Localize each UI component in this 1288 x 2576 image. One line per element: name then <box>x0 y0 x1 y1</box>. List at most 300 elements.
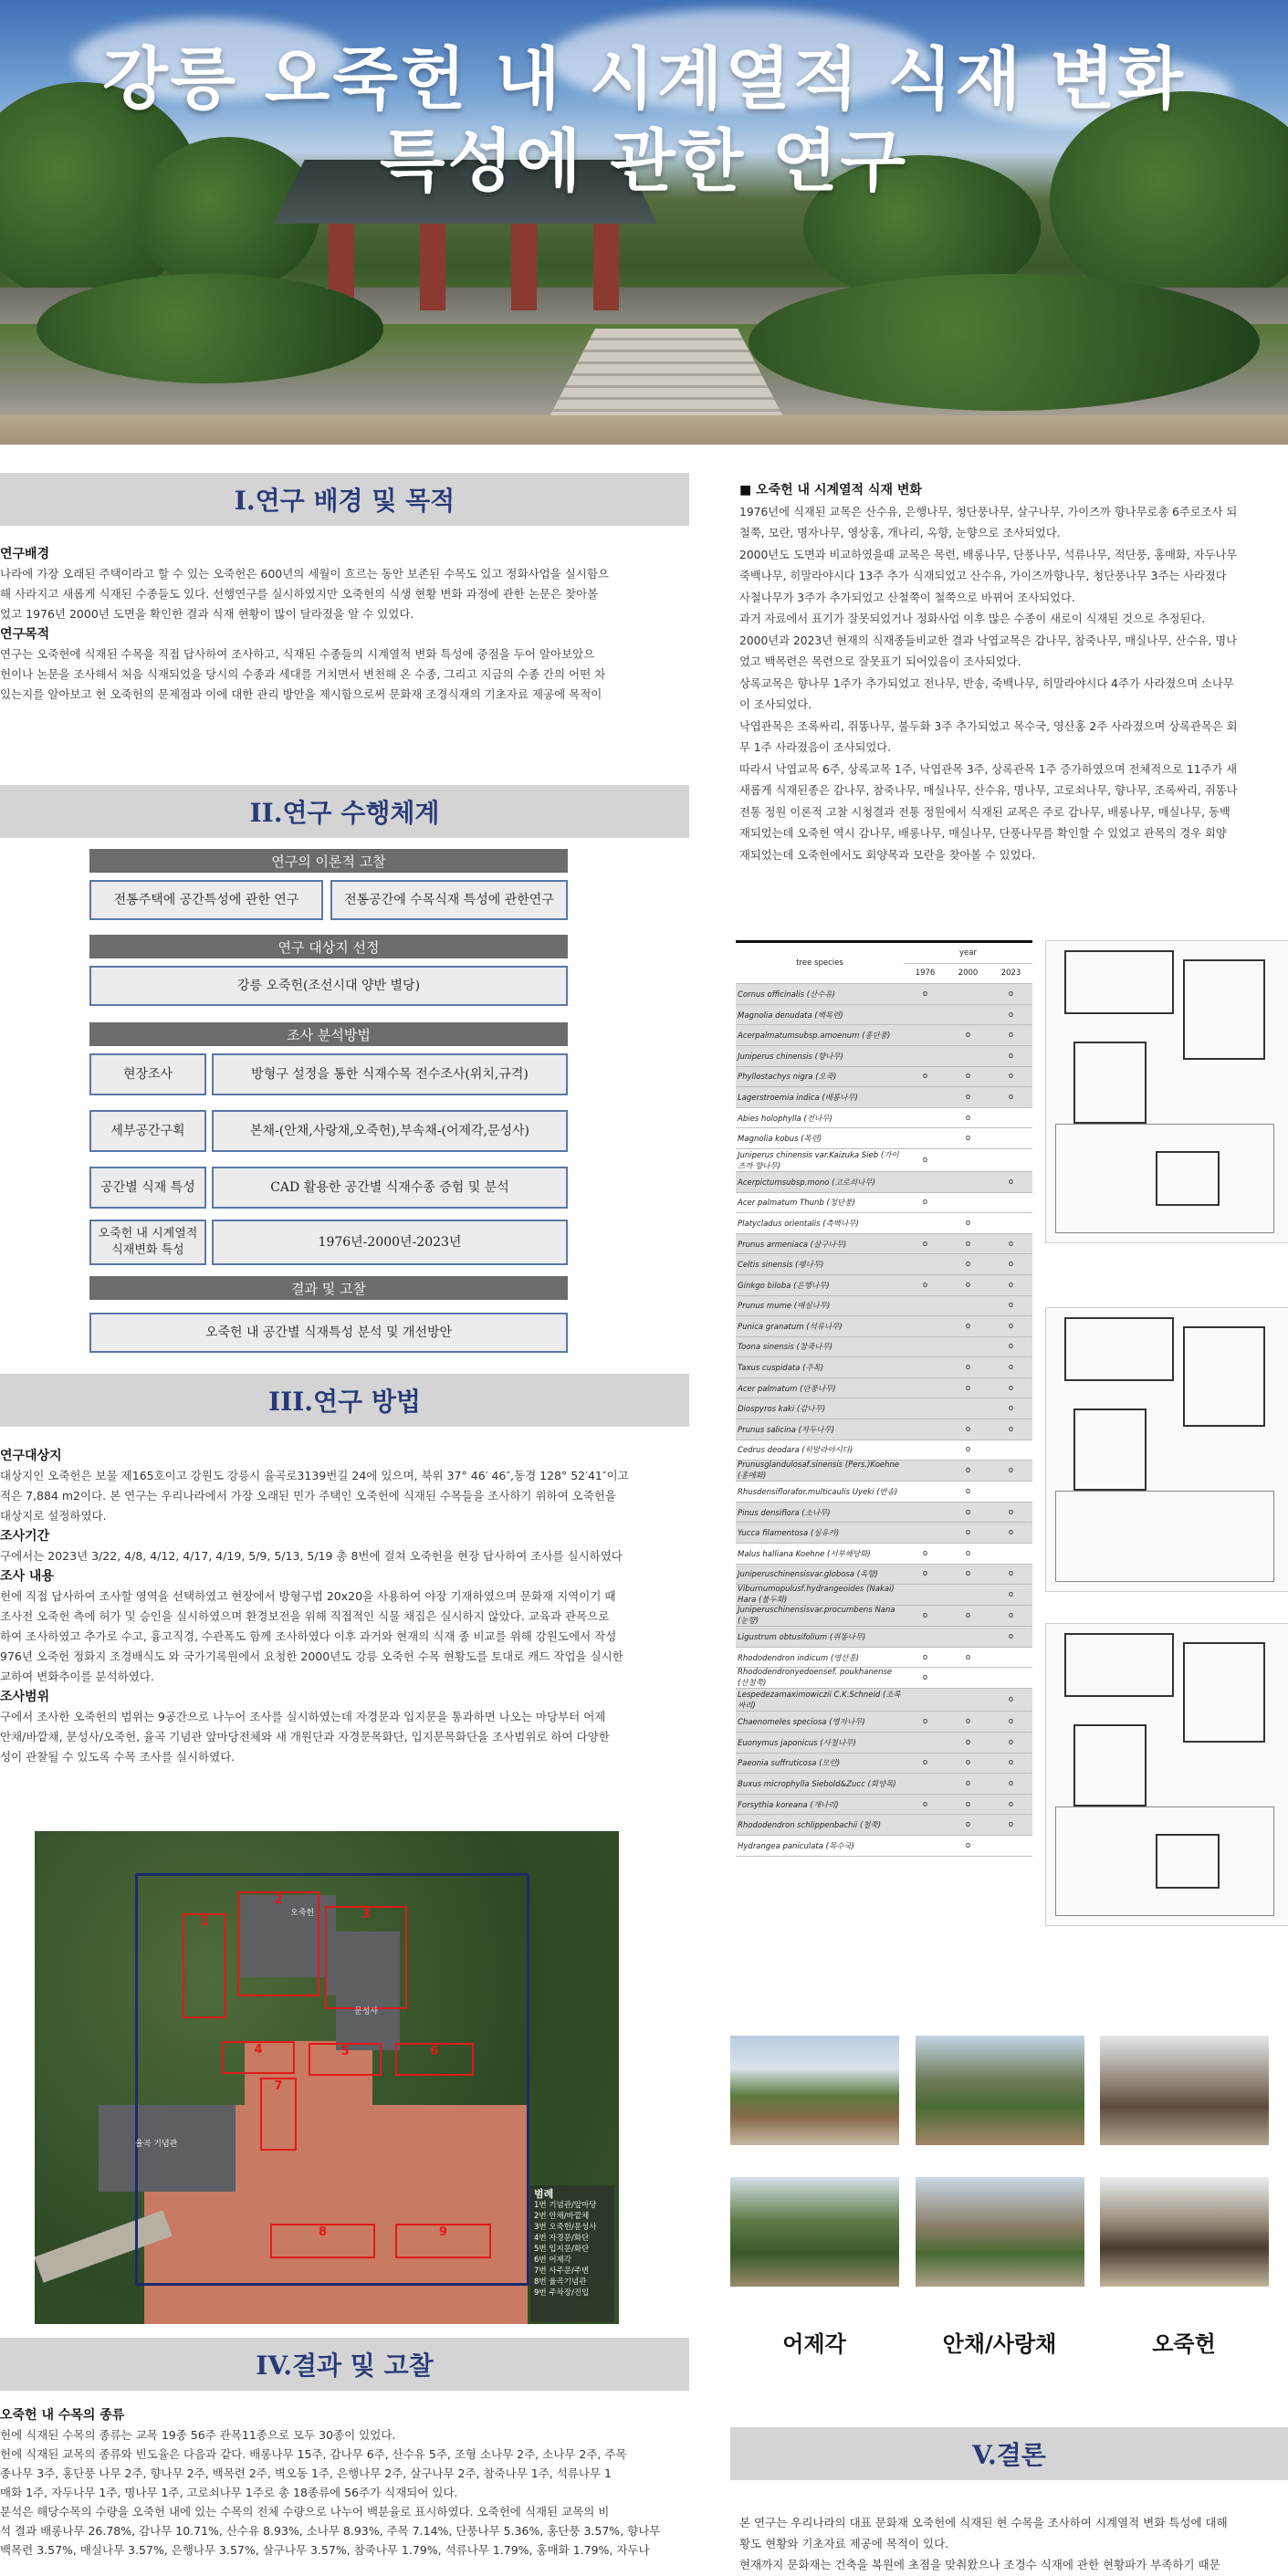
flow-box-method-detail: 1976년-2000년-2023년 <box>212 1220 568 1265</box>
shrub <box>749 274 1260 411</box>
presence-mark: o <box>947 1128 990 1149</box>
presence-mark <box>904 1357 947 1378</box>
species-name: Prunus salicina (자두나무) <box>736 1419 904 1440</box>
table-year-header: 2000 <box>947 963 990 984</box>
ground <box>0 415 1288 445</box>
presence-mark: o <box>990 1419 1032 1440</box>
species-name: Celtis sinensis (팽나무) <box>736 1254 904 1275</box>
legend-item: 2번 안채/바깥채 <box>534 2212 590 2221</box>
presence-mark <box>904 1377 947 1398</box>
presence-mark <box>947 1148 990 1171</box>
table-row <box>736 1794 1032 1815</box>
text-line: 해 사라지고 새롭게 식재된 수종들도 있다. 선행연구를 실시하였지만 오죽헌의 식생 현황 변화 과정에 관한 논문은 찾아볼 <box>0 587 599 601</box>
photo-anchae-2 <box>916 2177 1084 2287</box>
text-line: 재되었는데 오죽헌 역시 감나무, 배롱나무, 매실나무, 단풍나무를 확인할 수 있었고 관목의 경우 회양 <box>739 827 1227 840</box>
presence-mark: o <box>990 1627 1032 1648</box>
table-row <box>736 1544 1032 1565</box>
table-row <box>736 1336 1032 1357</box>
presence-mark: o <box>947 1316 990 1337</box>
presence-mark: o <box>990 1564 1032 1585</box>
species-name: Juniperus chinensis var.Kaizuka Sieb (가이즈까 향나무) <box>736 1148 904 1171</box>
species-name: Acer palmatum Thunb (청단풍) <box>736 1192 904 1213</box>
species-name: Buxus microphylla Siebold&Zucc (회양목) <box>736 1774 904 1795</box>
presence-mark <box>947 1192 990 1213</box>
text-line: 종나무 3주, 홍단풍 나무 2주, 향나무 2주, 백목련 2주, 벽오동 1주, 은행나무 2주, 살구나무 2주, 참죽나무 1주, 석류나무 1 <box>0 2466 612 2480</box>
section-heading-conclusion: V.결론 <box>730 2427 1288 2480</box>
text-line: 조사전 오죽헌 측에 허가 및 승인을 실시하였으며 환경보전을 위해 직접적인 식물 채집은 실시하지 않았다. 교육과 관목으로 <box>0 1609 610 1623</box>
poster-title-line1: 강릉 오죽헌 내 시계열적 식재 변화 <box>102 40 1186 119</box>
presence-mark: o <box>990 1377 1032 1398</box>
presence-mark: o <box>904 1606 947 1627</box>
species-name: Acer palmatum (단풍나무) <box>736 1377 904 1398</box>
presence-mark: o <box>990 1254 1032 1275</box>
text-line: 있는지를 알아보고 현 오죽헌의 문제점과 이에 대한 관리 방안을 제시함으로써 문화재 조경식재의 기초자료 제공에 목적이 <box>0 687 602 701</box>
table-row <box>736 1835 1032 1856</box>
presence-mark: o <box>990 1087 1032 1108</box>
presence-mark: o <box>990 1357 1032 1378</box>
presence-mark <box>904 1045 947 1066</box>
presence-mark <box>990 1128 1032 1149</box>
text-line: 따라서 낙엽교목 6주, 상록교목 1주, 낙엽관목 3주, 상록관목 1주 증가하였으며 전체적으로 11주가 새 <box>739 762 1238 776</box>
species-name: Rhododendronyedoensef. poukhanense (산철쭉) <box>736 1668 904 1689</box>
photo-ojukheon-2 <box>1100 2177 1269 2287</box>
species-name: Viburnumopulusf.hydrangeoides (Nakai) Hara (불두화) <box>736 1585 904 1606</box>
section-conclusion-body <box>739 2512 1288 2575</box>
building-label: 오죽헌 <box>290 1909 315 1918</box>
text-line: 재되었는데 오죽헌에서도 회양목과 모란을 찾아볼 수 있었다. <box>739 848 1036 862</box>
section-heading-framework: II.연구 수행체계 <box>0 785 689 838</box>
species-name: Juniperuschinensisvar.globosa (옥향) <box>736 1564 904 1585</box>
species-name: Punica granatum (석류나무) <box>736 1316 904 1337</box>
presence-mark: o <box>904 1753 947 1774</box>
species-name: Hydrangea paniculata (목수국) <box>736 1835 904 1856</box>
presence-mark: o <box>904 1668 947 1689</box>
legend-item: 5번 입지문/화단 <box>534 2245 590 2254</box>
table-row <box>736 1192 1032 1213</box>
zone-box: 7 <box>260 2078 297 2151</box>
zone-box: 8 <box>270 2224 375 2258</box>
presence-mark: o <box>990 1025 1032 1046</box>
zone-box: 9 <box>395 2224 491 2258</box>
text-line: 구에서는 2023년 3/22, 4/8, 4/12, 4/17, 4/19, 5/9, 5/13, 5/19 총 8번에 걸쳐 오죽헌을 현장 답사하여 조사를 실시하였다 <box>0 1549 623 1563</box>
species-name: Toona sinensis (참죽나무) <box>736 1336 904 1357</box>
presence-mark: o <box>947 1753 990 1774</box>
presence-mark: o <box>990 1316 1032 1337</box>
presence-mark: o <box>990 1712 1032 1733</box>
presence-mark <box>947 1398 990 1419</box>
text-line: 본 연구는 우리나라의 대표 문화재 오죽헌에 식재된 현 수목을 조사하여 시계열적 변화 특성에 대해 <box>739 2516 1228 2529</box>
legend-item: 4번 자경문/화단 <box>534 2234 590 2243</box>
table-row <box>736 1440 1032 1461</box>
presence-mark: o <box>947 1502 990 1523</box>
presence-mark <box>904 1774 947 1795</box>
table-row <box>736 1523 1032 1544</box>
presence-mark <box>904 1004 947 1025</box>
table-row <box>736 1213 1032 1234</box>
presence-mark <box>904 1523 947 1544</box>
table-row <box>736 1627 1032 1648</box>
table-row <box>736 1316 1032 1337</box>
text-line: 헌에 식재된 수목의 종류는 교목 19종 56주 관목11종으로 모두 30종이 있었다. <box>0 2428 396 2442</box>
species-name: Malus halliana Koehne (서부해당화) <box>736 1544 904 1565</box>
subheading-content: 조사 내용 <box>0 1569 54 1584</box>
text-line: 전통 정원 이론적 고찰 시청결과 전통 정원에서 식재된 교목은 주로 감나무, 배롱나무, 매실나무, 동백 <box>739 805 1230 819</box>
presence-mark: o <box>947 1733 990 1754</box>
table-row <box>736 1357 1032 1378</box>
legend-item: 7번 사주문/주변 <box>534 2267 590 2276</box>
hero-banner <box>0 0 1288 445</box>
photo-anchae-1 <box>916 2036 1084 2145</box>
species-name: Cornus officinalis (산수유) <box>736 984 904 1005</box>
zone-box: 3 <box>325 1906 407 2009</box>
section-background-body <box>0 544 689 705</box>
text-line: 976년 오죽헌 정화지 조경배식도 와 국가기록원에서 요청한 2000년도 강릉 오죽헌 수목 현황도를 토대로 캐드 작업을 실시한 <box>0 1649 623 1663</box>
text-line: 분석은 해당수목의 수량을 오죽헌 내에 있는 수목의 전체 수량으로 나누어 백분율로 표시하였다. 오죽헌에 식재된 교목의 비 <box>0 2505 610 2518</box>
presence-mark: o <box>947 1213 990 1234</box>
legend-item: 8번 율곡기념관 <box>534 2278 587 2287</box>
table-row <box>736 1733 1032 1754</box>
text-line: 사철나무가 3주가 추가되었고 산철쭉이 철쭉으로 바뀌어 조사되었다. <box>739 591 1075 604</box>
flow-bar-theory: 연구의 이론적 고찰 <box>89 849 568 873</box>
section-method-body <box>0 1446 689 1767</box>
presence-mark <box>990 1107 1032 1128</box>
species-name: Acerpalmatumsubsp.amoenum (홍단풍) <box>736 1025 904 1046</box>
species-name: Rhusdensiflorafor.multicaulis Uyeki (반송) <box>736 1482 904 1503</box>
table-row <box>736 1774 1032 1795</box>
flow-box-method-detail: 본채-(안채,사랑채,오죽헌),부속채-(어제각,문성사) <box>212 1110 568 1152</box>
presence-mark <box>990 1213 1032 1234</box>
presence-mark <box>990 1482 1032 1503</box>
presence-mark <box>904 1585 947 1606</box>
building-label: 문성사 <box>354 2007 379 2016</box>
presence-mark <box>904 1733 947 1754</box>
species-name: Prunus armeniaca (살구나무) <box>736 1233 904 1254</box>
presence-mark: o <box>990 1606 1032 1627</box>
table-row <box>736 1502 1032 1523</box>
time-series-change-body <box>739 480 1288 866</box>
presence-mark <box>947 984 990 1005</box>
presence-mark <box>990 1440 1032 1461</box>
presence-mark <box>947 1627 990 1648</box>
section-heading-results: IV.결과 및 고찰 <box>0 2338 689 2391</box>
text-line: 대상지인 오죽헌은 보물 제165호이고 강원도 강릉시 율곡로3139번길 24에 있으며, 북위 37° 46′ 46″,동경 128° 52′41″이고 <box>0 1469 629 1482</box>
text-line: 성이 관찰될 수 있도록 수목 조사를 실시하였다. <box>0 1750 236 1764</box>
species-name: Juniperuschinensisvar.procumbens Nana (눈향) <box>736 1606 904 1627</box>
presence-mark: o <box>990 1689 1032 1712</box>
legend-item: 3번 오죽헌/문성사 <box>534 2223 597 2232</box>
flow-box-method-label: 현장조사 <box>89 1053 206 1095</box>
photo-caption: 어제각 <box>782 2331 846 2357</box>
presence-mark <box>990 1647 1032 1668</box>
zone-box: 2 <box>237 1891 319 1996</box>
presence-mark: o <box>990 1774 1032 1795</box>
subheading-period: 조사기간 <box>0 1529 50 1544</box>
species-name: Lagerstroemia indica (배롱나무) <box>736 1087 904 1108</box>
species-name: Yucca filamentosa (실유카) <box>736 1523 904 1544</box>
table-row <box>736 1564 1032 1585</box>
subheading-site: 연구대상지 <box>0 1449 62 1463</box>
section-results-body <box>0 2406 689 2560</box>
photo-ojukheon-1 <box>1100 2036 1269 2145</box>
subheading-time-series: ■ 오죽헌 내 시계열적 식재 변화 <box>739 483 922 497</box>
species-name: Cedrus deodara (히말라야시다) <box>736 1440 904 1461</box>
zone-box: 1 <box>183 1913 226 2018</box>
presence-mark: o <box>947 1107 990 1128</box>
photo-caption: 오죽헌 <box>1152 2331 1216 2357</box>
presence-mark <box>904 1482 947 1503</box>
presence-mark: o <box>947 1274 990 1295</box>
presence-mark: o <box>947 1482 990 1503</box>
presence-mark: o <box>990 1004 1032 1025</box>
presence-mark: o <box>947 1815 990 1836</box>
species-name: Lespedezamaximowiczii C.K.Schneid (조록싸리) <box>736 1689 904 1712</box>
section-heading-method: III.연구 방법 <box>0 1374 689 1427</box>
table-row <box>736 1148 1032 1171</box>
map-legend <box>530 2185 614 2322</box>
species-name: Prunus mume (매실나무) <box>736 1295 904 1316</box>
presence-mark: o <box>990 1815 1032 1836</box>
species-name: Prunusglandulosaf.sinensis (Pers.)Koehne (홍매화) <box>736 1461 904 1482</box>
presence-mark: o <box>904 1233 947 1254</box>
table-row <box>736 1045 1032 1066</box>
table-year-header: 1976 <box>904 963 947 984</box>
presence-mark: o <box>947 1461 990 1482</box>
site-plan-2000 <box>1045 1307 1288 1592</box>
flow-box-site: 강릉 오죽헌(조선시대 양반 별당) <box>89 966 568 1006</box>
table-row <box>736 1689 1032 1712</box>
species-name: Taxus cuspidata (주목) <box>736 1357 904 1378</box>
table-year-header: 2023 <box>990 963 1032 984</box>
text-line: 현재까지 문화재는 건축을 복원에 초점을 맞춰왔으나 조경수 식재에 관한 현황파가 부족하기 때문 <box>739 2558 1220 2571</box>
presence-mark: o <box>947 1254 990 1275</box>
presence-mark <box>947 1689 990 1712</box>
presence-mark: o <box>947 1025 990 1046</box>
presence-mark <box>990 1148 1032 1171</box>
presence-mark <box>904 1627 947 1648</box>
table-row <box>736 1087 1032 1108</box>
site-plan-2023 <box>1045 1623 1288 1926</box>
shrub <box>37 274 383 383</box>
table-row <box>736 1482 1032 1503</box>
presence-mark <box>904 1213 947 1234</box>
presence-mark <box>904 1440 947 1461</box>
presence-mark <box>947 1295 990 1316</box>
text-line: 헌이나 논문을 조사해서 처음 식재되었을 당시의 수종과 세대를 거치면서 변천해 온 수종, 그리고 지금의 수종 간의 어떤 차 <box>0 667 606 681</box>
presence-mark: o <box>947 1357 990 1378</box>
presence-mark: o <box>904 1274 947 1295</box>
text-line: 백목련 3.57%, 매실나무 3.57%, 은행나무 3.57%, 살구나무 3.57%, 참죽나무 1.79%, 석류나무 1.79%, 홍매화 1.79%, 자두나 <box>0 2543 650 2557</box>
text-line: 2000년과 2023년 현재의 식재종들비교한 결과 낙엽교목은 감나무, 참죽나무, 매실나무, 산수유, 명나 <box>739 634 1237 647</box>
presence-mark <box>904 1398 947 1419</box>
presence-mark <box>947 1004 990 1025</box>
flow-box-method-label: 세부공간구획 <box>89 1110 206 1152</box>
text-line: 었고 백목련은 목련으로 잘못표기 되어있음이 조사되었다. <box>739 655 1021 668</box>
presence-mark <box>990 1668 1032 1689</box>
flow-box-result: 오죽헌 내 공간별 식재특성 분석 및 개선방안 <box>89 1313 568 1353</box>
table-row <box>736 1295 1032 1316</box>
table-row <box>736 1377 1032 1398</box>
subheading-tree-types: 오죽헌 내 수목의 종류 <box>0 2408 125 2423</box>
presence-mark <box>904 1316 947 1337</box>
text-line: 석 결과 배롱나무 26.78%, 감나무 10.71%, 산수유 8.93%, 소나무 8.93%, 주목 7.14%, 단풍나무 5.36%, 홍단풍 3.57%, 향나무 <box>0 2524 661 2538</box>
presence-mark: o <box>990 1274 1032 1295</box>
species-name: Chaenomeles speciosa (명자나무) <box>736 1712 904 1733</box>
presence-mark: o <box>947 1606 990 1627</box>
species-name: Forsythia koreana (개나리) <box>736 1794 904 1815</box>
flow-box-method-label: 오죽헌 내 시계열적 식재변화 특성 <box>89 1220 206 1265</box>
presence-mark: o <box>990 1295 1032 1316</box>
presence-mark <box>904 1107 947 1128</box>
legend-item: 1번 기념관/앞마당 <box>534 2201 597 2210</box>
table-row <box>736 1066 1032 1087</box>
table-row <box>736 1128 1032 1149</box>
species-name: Paeonia suffruticosa (모란) <box>736 1753 904 1774</box>
aerial-site-map <box>35 1831 619 2324</box>
flow-box-method-label: 공간별 식재 특성 <box>89 1167 206 1209</box>
zone-box: 5 <box>309 2043 382 2076</box>
text-line: 었고 1976년 2000년 도면을 확인한 결과 식재 현황이 많이 달라졌을 알 수 있었다. <box>0 607 414 621</box>
text-line: 헌에 식재된 교목의 종류와 빈도율은 다음과 같다. 배롱나무 15주, 감나무 6주, 산수유 5주, 조형 소나무 2주, 소나무 2주, 주목 <box>0 2447 627 2461</box>
presence-mark: o <box>990 1066 1032 1087</box>
presence-mark <box>904 1295 947 1316</box>
table-row <box>736 1461 1032 1482</box>
species-name: Magnolia kobus (목련) <box>736 1128 904 1149</box>
table-row <box>736 1668 1032 1689</box>
presence-mark: o <box>990 1398 1032 1419</box>
table-row <box>736 1398 1032 1419</box>
text-line: 이 조사되었다. <box>739 698 812 711</box>
presence-mark: o <box>947 1440 990 1461</box>
presence-mark <box>904 1171 947 1192</box>
poster-title-line2: 특성에 관한 연구 <box>380 122 908 201</box>
legend-title: 범례 <box>534 2188 554 2200</box>
text-line: 안채/바깥채, 문성사/오죽헌, 율곡 기념관 앞마당전체와 새 개원단과 자경문목화단, 입지문목화단을 조사범위로 하여 다양한 <box>0 1730 610 1744</box>
table-row <box>736 1274 1032 1295</box>
presence-mark <box>904 1815 947 1836</box>
presence-mark: o <box>947 1544 990 1565</box>
site-plan-1976 <box>1045 940 1288 1243</box>
presence-mark <box>904 1461 947 1482</box>
presence-mark: o <box>990 1523 1032 1544</box>
table-row <box>736 1585 1032 1606</box>
subheading-purpose: 연구목적 <box>0 627 50 642</box>
presence-mark: o <box>990 1336 1032 1357</box>
presence-mark: o <box>947 1419 990 1440</box>
gate-pillar <box>420 224 445 310</box>
presence-mark: o <box>990 1733 1032 1754</box>
presence-mark <box>947 1045 990 1066</box>
table-col-year: year <box>904 942 1032 964</box>
legend-item: 9번 주차장/진입 <box>534 2288 590 2298</box>
text-line: 교하여 변화추이를 분석하였다. <box>0 1670 154 1683</box>
flow-box-method-detail: 방형구 설정을 통한 식재수목 전수조사(위치,규격) <box>212 1053 568 1095</box>
flow-bar-method: 조사 분석방법 <box>89 1022 568 1046</box>
table-row <box>736 1004 1032 1025</box>
presence-mark: o <box>904 1544 947 1565</box>
species-name: Acerpictumsubsp.mono (고로쇠나무) <box>736 1171 904 1192</box>
presence-mark: o <box>904 1066 947 1087</box>
text-line: 구에서 조사한 오죽헌의 범위는 9공간으로 나누어 조사를 실시하였는데 자경문과 입지문을 통과하면 나오는 마당부터 어제 <box>0 1710 606 1723</box>
table-row <box>736 984 1032 1005</box>
species-name: Rhododendron schlippenbachii (철쭉) <box>736 1815 904 1836</box>
presence-mark: o <box>947 1233 990 1254</box>
presence-mark <box>990 1544 1032 1565</box>
table-row <box>736 1025 1032 1046</box>
table-row <box>736 1815 1032 1836</box>
presence-mark <box>947 1171 990 1192</box>
text-line: 하여 조사하였고 추가로 수고, 흉고직경, 수관폭도 함께 조사하였다 이후 과거와 현재의 식재 종 비교를 위해 강원도에서 작성 <box>0 1629 617 1643</box>
presence-mark <box>947 1336 990 1357</box>
text-line: 새롭게 식재된종은 감나무, 참죽나무, 매실나무, 산수유, 명나무, 고로쇠나무, 향나무, 조록싸리, 쥐똥나 <box>739 784 1238 797</box>
species-name: Abies holophylla (전나무) <box>736 1107 904 1128</box>
text-line: 헌에 직접 답사하여 조사할 영역을 선택하였고 현장에서 방형구법 20x20을 사용하여 야장 기재하였으며 문화재 지역이기 때 <box>0 1589 616 1603</box>
photo-eojegak-2 <box>730 2177 899 2287</box>
presence-mark <box>947 1585 990 1606</box>
presence-mark: o <box>904 1794 947 1815</box>
text-line: 과거 자료에서 표기가 잘못되었거나 정화사업 이후 많은 수종이 새로이 식재된 것으로 추정된다. <box>739 613 1206 625</box>
presence-mark: o <box>990 1045 1032 1066</box>
gate-pillar <box>511 224 537 310</box>
text-line: 무 1주 사라졌음이 조사되었다. <box>739 741 892 754</box>
presence-mark: o <box>947 1066 990 1087</box>
table-row <box>736 1233 1032 1254</box>
species-year-table <box>736 940 1032 1857</box>
species-name: Magnolia denudata (백목련) <box>736 1004 904 1025</box>
presence-mark: o <box>904 1564 947 1585</box>
table-row <box>736 1606 1032 1627</box>
presence-mark <box>904 1419 947 1440</box>
presence-mark <box>904 1087 947 1108</box>
presence-mark <box>904 1835 947 1856</box>
presence-mark: o <box>990 1753 1032 1774</box>
table-row <box>736 1419 1032 1440</box>
table-row <box>736 1753 1032 1774</box>
presence-mark: o <box>947 1835 990 1856</box>
presence-mark: o <box>947 1774 990 1795</box>
text-line: 낙엽관목은 조록싸리, 쥐똥나무, 불두화 3주 추가되었고 목수국, 영산홍 2주 사라졌으며 상록관목은 회 <box>739 719 1238 733</box>
presence-mark <box>904 1502 947 1523</box>
text-line: 황도 현황와 기초자료 제공에 목적이 있다. <box>739 2537 949 2550</box>
subheading-background: 연구배경 <box>0 547 50 561</box>
table-row <box>736 1254 1032 1275</box>
presence-mark <box>990 1192 1032 1213</box>
zone-box: 4 <box>222 2041 295 2074</box>
presence-mark: o <box>990 1794 1032 1815</box>
presence-mark: o <box>904 1647 947 1668</box>
presence-mark: o <box>990 1585 1032 1606</box>
zone-box: 6 <box>395 2043 474 2076</box>
gate-pillar <box>593 224 619 310</box>
species-name: Diospyros kaki (감나무) <box>736 1398 904 1419</box>
presence-mark: o <box>947 1794 990 1815</box>
presence-mark: o <box>904 1192 947 1213</box>
flow-bar-site: 연구 대상지 선정 <box>89 935 568 958</box>
presence-mark <box>904 1254 947 1275</box>
table-row <box>736 1647 1032 1668</box>
table-col-species: tree species <box>736 942 904 984</box>
text-line: 연구는 오죽헌에 식재된 수목을 직접 답사하여 조사하고, 식재된 수종들의 시계열적 변화 특성에 중점을 두어 알아보았으 <box>0 647 595 661</box>
text-line: 대상지로 설정하였다. <box>0 1509 107 1523</box>
species-name: Phyllostachys nigra (오죽) <box>736 1066 904 1087</box>
species-name: Ginkgo biloba (은행나무) <box>736 1274 904 1295</box>
presence-mark: o <box>990 1502 1032 1523</box>
presence-mark <box>904 1689 947 1712</box>
text-line: 1976년에 식재된 교목은 산수유, 은행나무, 청단풍나무, 살구나무, 가이즈까 향나무로총 6주로조사 되 <box>739 505 1238 518</box>
text-line: 상록교목은 향나무 1주가 추가되었고 전나무, 반송, 죽백나무, 히말라야시다 4주가 사라졌으며 소나무 <box>739 676 1234 690</box>
table-row <box>736 1171 1032 1192</box>
presence-mark <box>904 1128 947 1149</box>
subheading-scope: 조사범위 <box>0 1690 50 1704</box>
